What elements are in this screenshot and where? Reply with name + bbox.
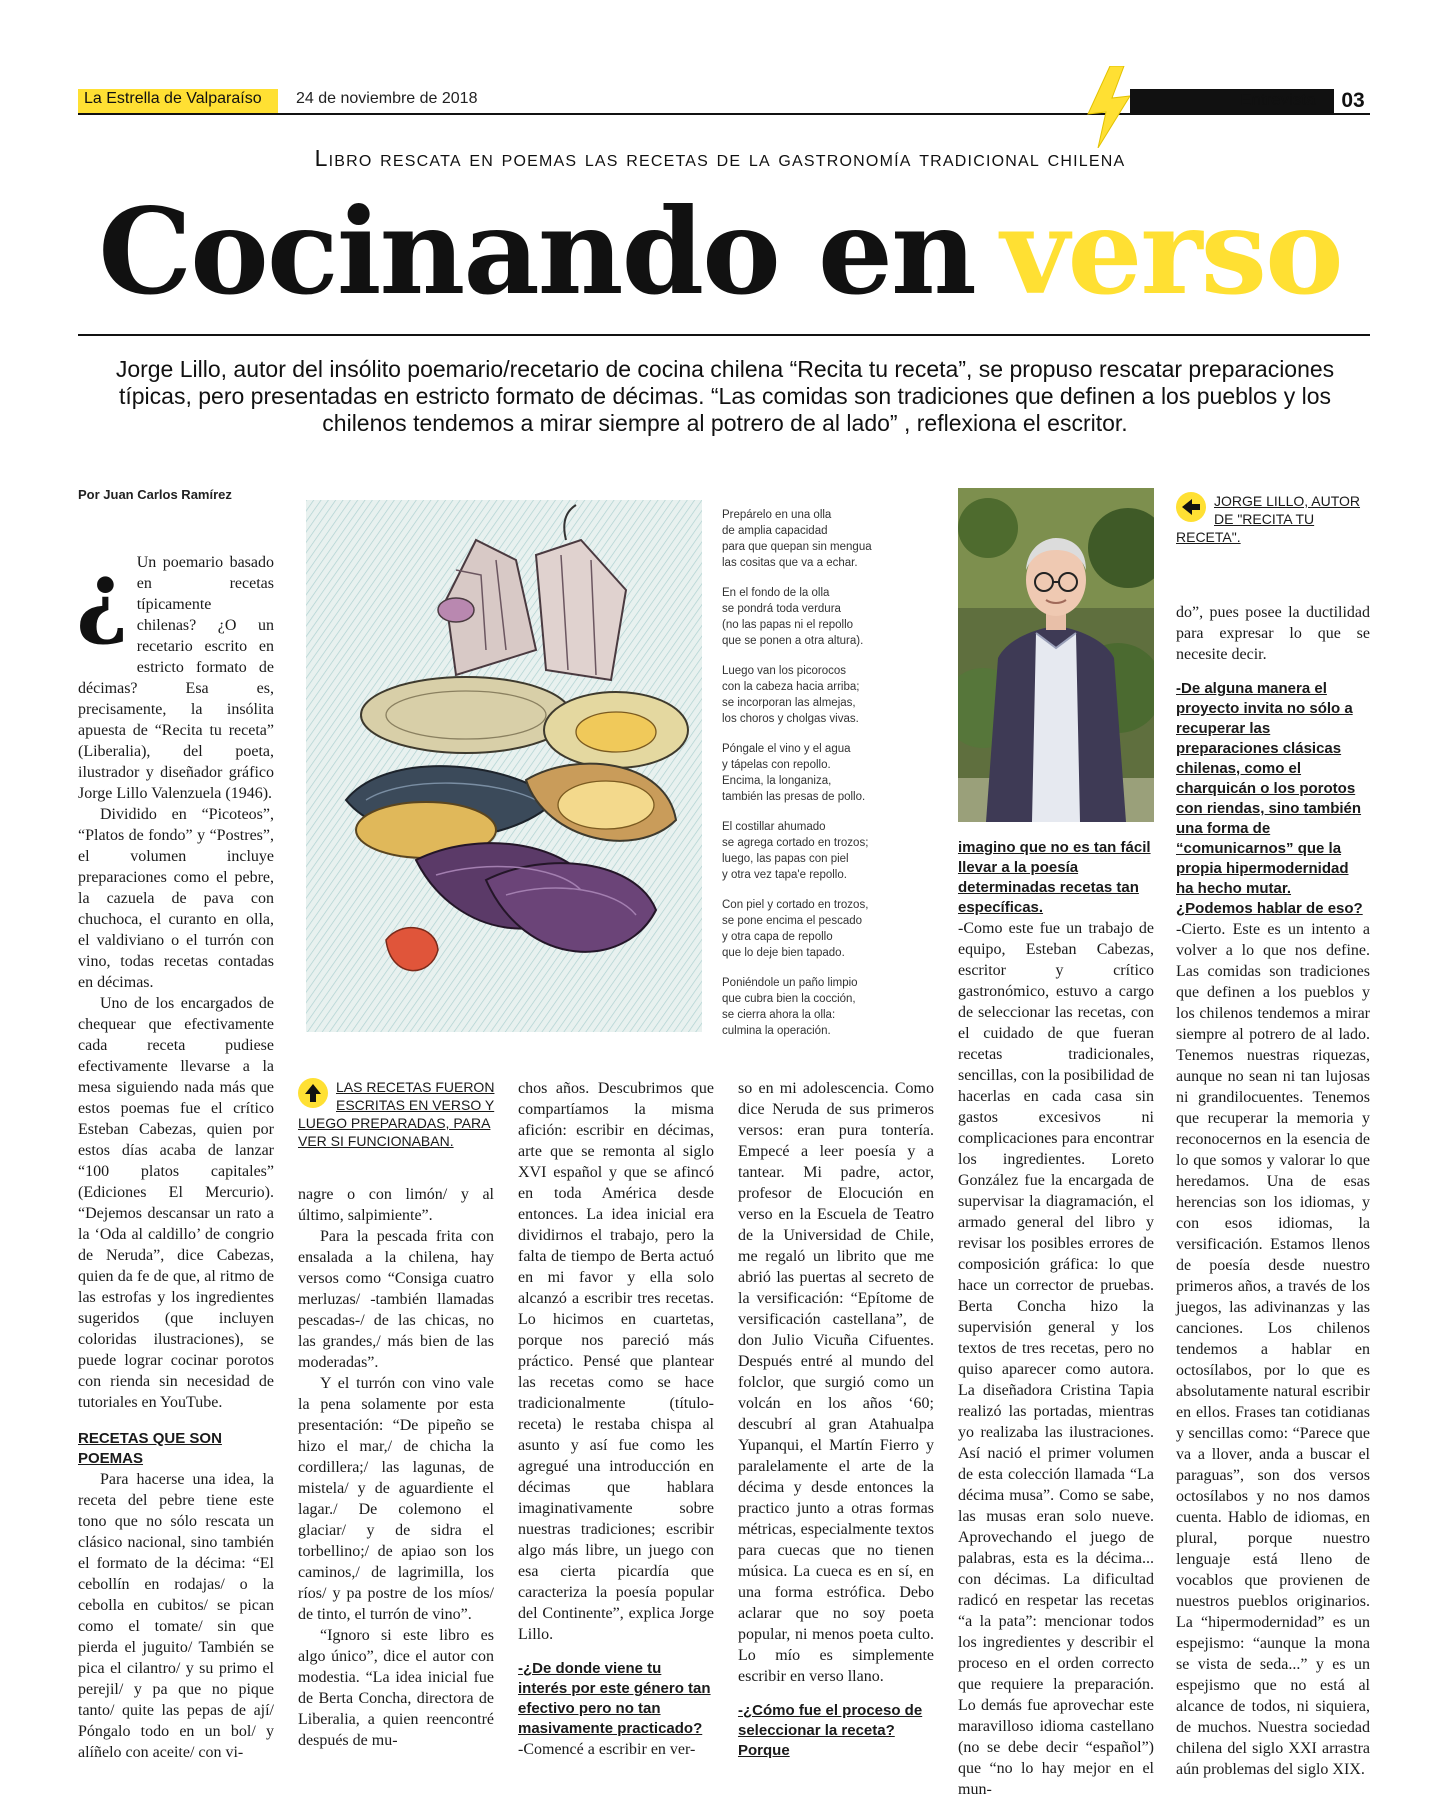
interview-question: imagino que no es tan fácil llevar a la poesía determinadas recetas tan específicas.	[958, 839, 1151, 916]
subheading: RECETAS QUE SON POEMAS	[78, 1430, 222, 1467]
poem-stanza: Póngale el vino y el agua y tápelas con repollo. Encima, la longaniza, también las presas de pollo.	[722, 743, 866, 803]
caption-text: LAS RECETAS FUERON ESCRITAS EN VERSO Y LUEGO PREPARADAS, PARA VER SI FUNCIONABAN.	[298, 1079, 495, 1149]
paragraph-text: Un poemario basado en recetas típicamente chilenas? ¿O un recetario escrito en estricto formato de décimas? Esa es, precisamente, la insólita apuesta de “Recita tu receta” (Liberalia), del poeta, ilustrador y diseñador gráfico Jorge Lillo Valenzuela (1946).	[78, 554, 274, 802]
lead-paragraph: Jorge Lillo, autor del insólito poemario/recetario de cocina chilena “Recita tu receta”, se propuso rescatar preparaciones típicas, pero presentadas en estricto formato de décimas. “Las comidas son tradiciones que definen a los pueblos y los chilenos tendemos a mirar siempre al potrero de al lado” , reflexiona el escritor.	[115, 356, 1335, 436]
interview-question: -De alguna manera el proyecto invita no sólo a recuperar las preparaciones clásicas chilenas, como el charquicán o los porotos con riendas, sino también una forma de “comunicarnos” que la propia hipermodernidad ha hecho mutar. ¿Podemos hablar de eso?	[1176, 680, 1363, 917]
section-label: Entrevista	[1240, 90, 1316, 109]
column-5	[958, 838, 1154, 1800]
arrow-left-icon	[1176, 492, 1206, 522]
article-paragraph: “Ignoro si este libro es algo único”, dice el autor con modestia. “La idea inicial fue de Berta Concha, directora de Liberalia, a quien reencontré después de mu-	[298, 1627, 494, 1749]
interview-question: -¿De donde viene tu interés por este género tan efectivo pero no tan masivamente practicado?	[518, 1660, 711, 1737]
header-rule	[78, 113, 1370, 115]
interview-answer: -Cierto. Este es un intento a volver a lo que nos define. Las comidas son tradiciones que definen a los pueblos y los chilenos tendemos a mirar siempre al potrero de al lado. Tenemos nuestras riquezas, aunque no sean ni tan lujosas ni grandilocuentes. Tenemos que recuperar la memoria y reconocernos en la esencia de lo que somos y valorar lo que heredamos. Una de esas herencias son los idiomas, y con esos idiomas, la versificación. Estamos llenos de poesía desde nuestro primeros años, a través de los juegos, las adivinanzas y las canciones. Los chilenos tendemos a hablar en octosílabos, por lo que es absolutamente natural escribir en ellos. Frases tan cotidianas y sencillas como: “Parece que va a llover, anda a buscar el paraguas”, son dos versos octosílabos y no nos damos cuenta. Hablo de idiomas, en plural, porque nuestro lenguaje está lleno de vocablos que provienen de nuestros pueblos originarios. La “hipermodernidad” es un espejismo: “aunque la mona se vista de seda...” y es un espejismo que no está al alcance de todos, ni siquiera, de muchos. Nuestra sociedad chilena del siglo XXI arrastra aún problemas del siglo XIX.	[1176, 921, 1370, 1778]
illustration-caption	[298, 1078, 498, 1150]
interview-question: -¿Cómo fue el proceso de seleccionar la receta? Porque	[738, 1702, 923, 1759]
byline: Por Juan Carlos Ramírez	[78, 487, 232, 502]
interview-answer: do”, pues posee la ductilidad para expresar lo que se necesite decir.	[1176, 604, 1370, 663]
drop-cap: ¿	[76, 543, 129, 649]
interview-answer: -Como este fue un trabajo de equipo, Esteban Cabezas, escritor y crítico gastronómico, estuvo a cargo de seleccionar las recetas, con el cuidado de que fueran recetas tradicionales, sencillas, con la posibilidad de hacerlas en cada casa sin gastos excesivos ni complicaciones para encontrar los ingredientes. Loreto González fue la encargada de supervisar la diagramación, el armado general del libro y revisar los posibles errores de composición gráfica: lo que hace un corrector de pruebas. Berta Concha hizo la supervisión general y los textos de tres recetas, pero no quiso aparecer como autora. La diseñadora Cristina Tapia realizó las portadas, mientras yo realizaba las ilustraciones. Así nació el primer volumen de esta colección llamada “La décima musa”. Como se sabe, las musas eran solo nueve. Aprovechando el juego de palabras, esta es la décima... con décimas. La dificultad radicó en respetar las recetas “a la pata”: mencionar todos los ingredientes y describir el proceso en el orden correcto que requiere la preparación. Lo demás fue aprovechar este maravilloso idioma castellano (no se debe decir “español”) que “no lo hay mejor en el mun-	[958, 920, 1154, 1798]
recipe-poem	[722, 507, 942, 1053]
headline-main: Cocinando en	[98, 182, 975, 321]
interview-answer: so en mi adolescencia. Como dice Neruda de sus primeros versos: eran pura tontería. Empecé a leer poesía y a tantear. Mi padre, actor, profesor de Elocución en verso en la Escuela de Teatro de la Universidad de Chile, me regaló un librito que me abrió las puertas al secreto de la versificación: “Epítome de versificación castellana”, de don Julio Vicuña Cifuentes. Después entré al mundo del folclor, que surgió como un volcán en los años ‘60; descubrí al gran Atahualpa Yupanqui, el Martín Fierro y paralelamente el arte de la décima y desde entonces la practico junto a otras formas métricas, especialmente textos para cuecas que no tienen música. La cueca es en sí, en una forma estrófica. Debo aclarar que no soy poeta popular, ni menos poeta culto. Lo mío es simplemente escribir en verso llano.	[738, 1080, 934, 1685]
column-2	[298, 1184, 494, 1751]
headline	[0, 178, 1440, 326]
author-photo	[958, 488, 1154, 822]
article-paragraph: Uno de los encargados de chequear que efectivamente cada receta pudiese efectivamente llevarse a la mesa siguiendo nada más que estos poemas fue el crítico Esteban Cabezas, quien por estos días acaba de lanzar “100 platos capitales” (Ediciones El Mercurio). “Dejemos descansar un rato a la ‘Oda al caldillo’ de congrio de Neruda”, dice Cabezas, quien da fe de que, al ritmo de las estrofas y los ingredientes sugeridos (que incluyen coloridas ilustraciones), se puede lograr cocinar porotos con rienda sin necesidad de tutoriales en YouTube.	[78, 995, 274, 1411]
article-paragraph: Dividido en “Picoteos”, “Platos de fondo” y “Postres”, el volumen incluye preparaciones como el pebre, la cazuela de pava con chuchoca, el curanto en olla, el valdiviano o el turrón con vino, todas recetas contadas en décimas.	[78, 806, 274, 991]
column-1	[76, 543, 274, 1763]
column-4	[738, 1078, 934, 1761]
page-number: 03	[1341, 89, 1365, 112]
newspaper-brand: La Estrella de Valparaíso	[84, 90, 262, 107]
article-paragraph	[76, 543, 274, 804]
poem-stanza: Con piel y cortado en trozos, se pone encima el pescado y otra capa de repollo que lo deje bien tapado.	[722, 899, 869, 959]
column-3	[518, 1078, 714, 1760]
article-paragraph: nagre o con limón/ y al último, salpimiente”.	[298, 1186, 494, 1224]
article-paragraph: Y el turrón con vino vale la pena solamente por esta presentación: “De pipeño se hizo el mar,/ de chicha la cordillera;/ las lagunas, de mistela/ y de aguardiente el lagar./ De colemono el glaciar/ y de sidra el torbellino;/ de apiao son los caminos,/ de lagrimilla, los ríos/ y pa postre de los míos/ de tinto, el turrón de vino”.	[298, 1375, 494, 1623]
headline-accent: verso	[1000, 182, 1342, 321]
article-paragraph: Para hacerse una idea, la receta del pebre tiene este tono que no sólo rescata un clásico nacional, sino también el formato de la décima: “El cebollín en rodajas/ o la cebolla en cubitos/ se pican como el tomate/ sin que pierda el juguito/ También se pica el cilantro/ y su primo el perejil/ y pa que no pique tanto/ quite las pepas de ají/ Póngalo todo en un bol/ y alíñelo con aceite/ con vi-	[78, 1471, 274, 1761]
title-rule	[78, 334, 1370, 336]
arrow-up-icon	[298, 1078, 328, 1108]
kicker: Libro rescata en poemas las recetas de la gastronomía tradicional chilena	[314, 145, 1126, 171]
article-paragraph: chos años. Descubrimos que compartíamos la misma afición: escribir en décimas, arte que se remonta al siglo XVI español y que se afincó en toda América desde entonces. La idea inicial era dividirnos el trabajo, pero la falta de tiempo de Berta actuó en mi favor y ella solo alcanzó a escribir tres recetas. Lo hicimos en cuartetas, porque nos pareció más práctico. Pensé que plantear las recetas como se hace tradicionalmente (título-receta) le restaba chispa al asunto y así fue como les agregué una introducción en décimas que hablara imaginativamente sobre nuestras tradiciones; escribir algo más libre, un juego con esa cierta picardía que caracteriza la poesía popular del Continente”, explica Jorge Lillo.	[518, 1080, 714, 1643]
article-paragraph: Para la pescada frita con ensalada a la chilena, hay versos como “Consiga cuatro merluzas/ -también llamadas pescadas-/ de las chicas, no las grandes,/ más bien de las moderadas”.	[298, 1228, 494, 1371]
curanto-illustration	[306, 500, 702, 1032]
caption-text: JORGE LILLO, AUTOR DE "RECITA TU RECETA".	[1176, 493, 1361, 545]
poem-stanza: Prepárelo en una olla de amplia capacidad para que quepan sin mengua las cositas que va a echar.	[722, 509, 872, 569]
issue-date: 24 de noviembre de 2018	[296, 90, 478, 107]
interview-answer: -Comencé a escribir en ver-	[518, 1741, 696, 1758]
column-6	[1176, 602, 1370, 1780]
poem-stanza: El costillar ahumado se agrega cortado en trozos; luego, las papas con piel y otra vez tapa'e repollo.	[722, 821, 869, 881]
poem-stanza: En el fondo de la olla se pondrá toda verdura (no las papas ni el repollo que se ponen a otra altura).	[722, 587, 864, 647]
poem-stanza: Poniéndole un paño limpio que cubra bien la cocción, se cierra ahora la olla: culmina la operación.	[722, 977, 858, 1037]
poem-stanza: Luego van los picorocos con la cabeza hacia arriba; se incorporan las almejas, los choros y cholgas vivas.	[722, 665, 860, 725]
photo-caption	[1176, 492, 1366, 546]
